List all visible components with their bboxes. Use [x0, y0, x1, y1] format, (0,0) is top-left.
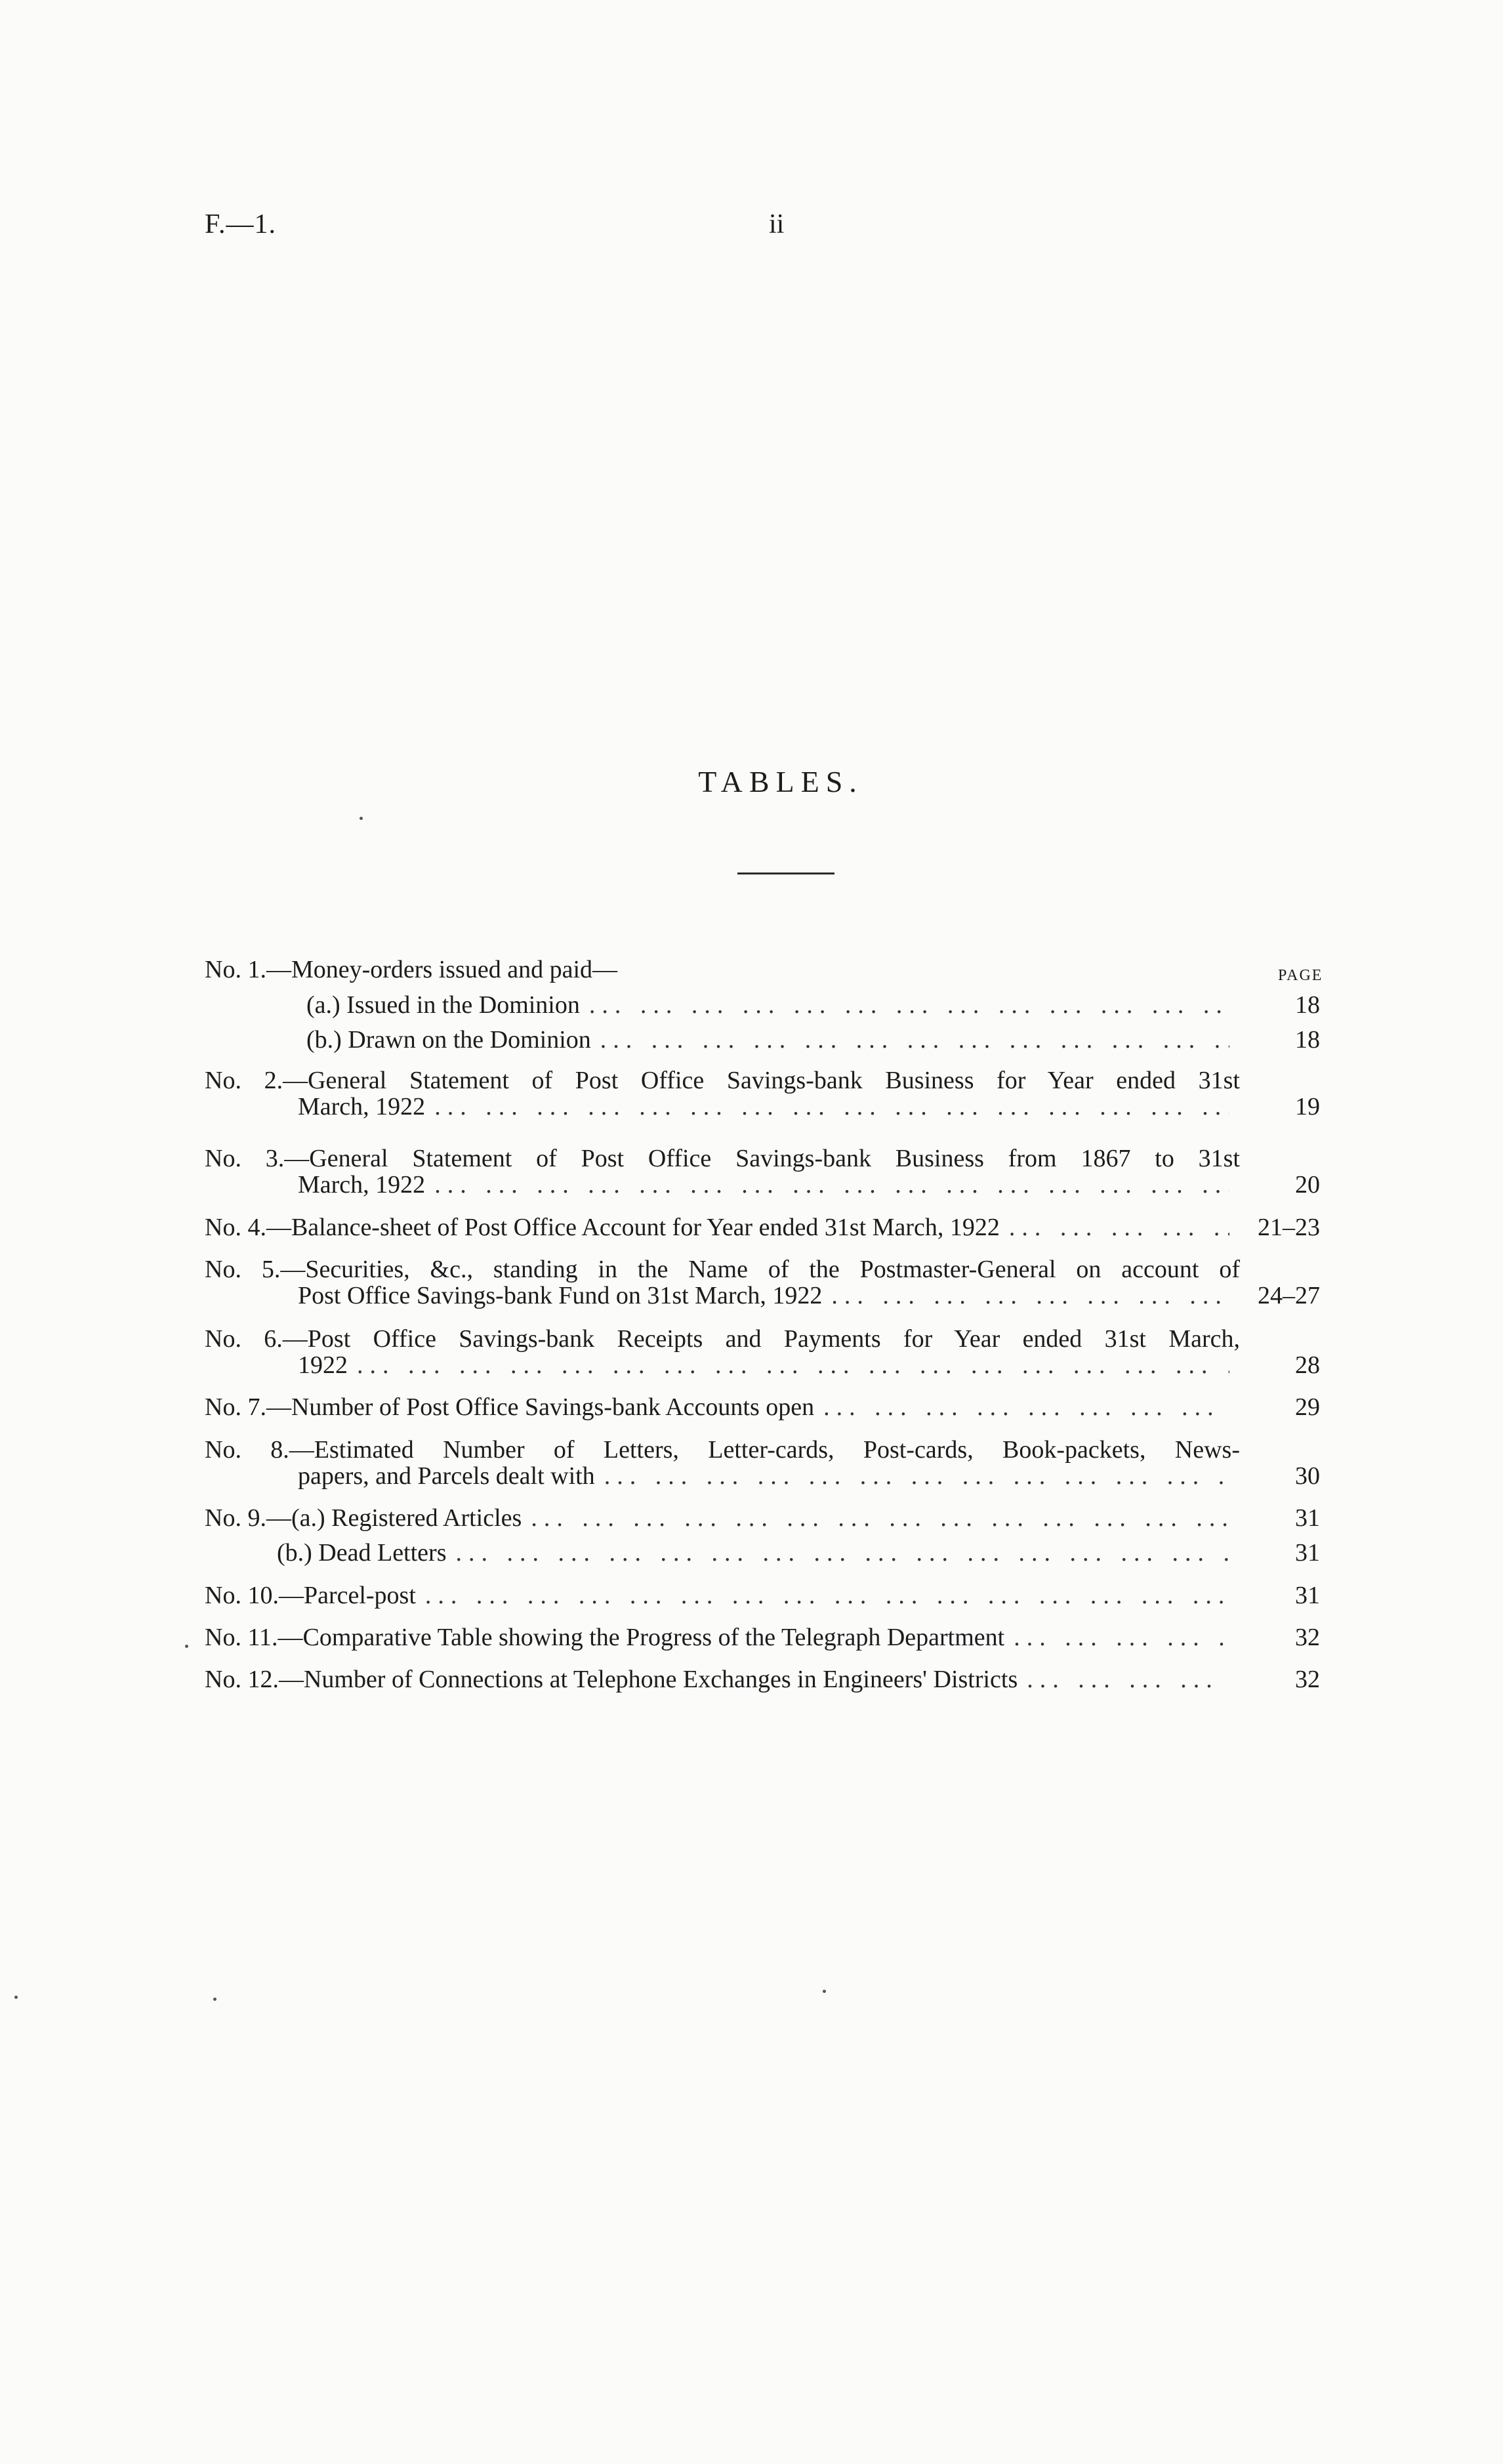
entry-line [205, 1027, 1320, 1053]
table-entry-4 [205, 1214, 1320, 1241]
entry-page: 18 [1295, 991, 1320, 1019]
scan-speck [185, 1645, 188, 1648]
entry-title-cont: March, 1922 [298, 1093, 426, 1120]
entry-line [205, 1256, 1240, 1283]
entry-title: No. 6.—Post Office Savings-bank Receipts and Payments for Year ended 31st March, [205, 1325, 1240, 1353]
entry-line [205, 1283, 1320, 1309]
table-entry-7 [205, 1394, 1320, 1420]
entry-title-cont: 1922 [298, 1351, 348, 1379]
table-entry-12 [205, 1666, 1320, 1693]
entry-page: 31 [1295, 1539, 1320, 1567]
table-entry-3 [205, 1145, 1320, 1198]
entry-line [205, 1172, 1320, 1198]
leader-dots [434, 1172, 1229, 1198]
entry-page: 31 [1295, 1504, 1320, 1532]
entry-line [205, 1352, 1320, 1378]
table-entry-1 [205, 956, 1320, 983]
document-reference: F.—1. [205, 209, 276, 239]
entry-title: No. 7.—Number of Post Office Savings-bank Accounts open [205, 1393, 815, 1421]
entry-line [205, 1624, 1320, 1651]
entry-title: (b.) Drawn on the Dominion [306, 1026, 591, 1054]
entry-page: 18 [1295, 1026, 1320, 1054]
leader-dots [589, 992, 1229, 1018]
entry-line [205, 1463, 1320, 1489]
entry-title: No. 2.—General Statement of Post Office Savings-bank Business for Year ended 31st [205, 1067, 1240, 1094]
table-entry-2 [205, 1067, 1320, 1120]
leader-dots [434, 1094, 1229, 1120]
entry-line [205, 1437, 1240, 1463]
entry-line [205, 1067, 1240, 1094]
table-entry-1a [205, 992, 1320, 1018]
page-column-label: PAGE [1278, 967, 1323, 984]
entry-line [205, 1666, 1320, 1693]
table-entry-1b [205, 1027, 1320, 1053]
entry-title: No. 11.—Comparative Table showing the Progress of the Telegraph Department [205, 1624, 1005, 1651]
entry-line [205, 1214, 1320, 1241]
entry-page: 30 [1295, 1462, 1320, 1490]
table-entry-9b [205, 1540, 1320, 1566]
entry-page: 29 [1295, 1393, 1320, 1421]
leader-dots [425, 1582, 1229, 1609]
scan-speck [14, 1996, 18, 1999]
entry-title-cont: March, 1922 [298, 1171, 426, 1199]
entry-title: (b.) Dead Letters [277, 1539, 447, 1567]
leader-dots [831, 1283, 1229, 1309]
leader-dots [823, 1394, 1229, 1420]
scan-speck [360, 817, 363, 820]
leader-dots [456, 1540, 1230, 1566]
entry-title: No. 12.—Number of Connections at Telephone Exchanges in Engineers' Districts [205, 1666, 1018, 1693]
page-title: TABLES. [698, 765, 863, 798]
table-entry-9a [205, 1505, 1320, 1531]
entry-title: No. 4.—Balance-sheet of Post Office Account for Year ended 31st March, 1922 [205, 1214, 1000, 1241]
entry-line [205, 992, 1320, 1018]
leader-dots [531, 1505, 1229, 1531]
entry-title: (a.) Issued in the Dominion [306, 991, 580, 1019]
leader-dots [1014, 1624, 1229, 1651]
leader-dots [600, 1027, 1229, 1053]
leader-dots [1009, 1214, 1229, 1241]
entry-title-cont: papers, and Parcels dealt with [298, 1462, 595, 1490]
entry-page: 32 [1295, 1624, 1320, 1651]
entry-line [205, 1582, 1320, 1609]
entry-line [205, 1094, 1320, 1120]
entry-page: 31 [1295, 1582, 1320, 1609]
entry-line [205, 1145, 1240, 1172]
entry-page: 19 [1295, 1093, 1320, 1120]
entry-title: No. 8.—Estimated Number of Letters, Letter-cards, Post-cards, Book-packets, News- [205, 1436, 1240, 1464]
entry-page: 32 [1295, 1666, 1320, 1693]
leader-dots [604, 1463, 1229, 1489]
page-number: ii [769, 209, 785, 239]
title-rule [737, 873, 834, 874]
entry-line [205, 956, 1320, 983]
entry-line [205, 1505, 1320, 1531]
entry-title: No. 5.—Securities, &c., standing in the Name of the Postmaster-General on account of [205, 1256, 1240, 1283]
table-entry-8 [205, 1437, 1320, 1489]
entry-line [205, 1394, 1320, 1420]
entry-title: No. 9.—(a.) Registered Articles [205, 1504, 522, 1532]
entry-page: 28 [1295, 1351, 1320, 1379]
entry-page: 20 [1295, 1171, 1320, 1199]
table-entry-10 [205, 1582, 1320, 1609]
leader-dots [1027, 1666, 1229, 1693]
leader-dots [357, 1352, 1229, 1378]
entry-page: 21–23 [1258, 1214, 1320, 1241]
entry-line [205, 1540, 1320, 1566]
scan-speck [823, 1990, 826, 1993]
table-entry-5 [205, 1256, 1320, 1309]
entry-title: No. 1.—Money-orders issued and paid— [205, 956, 618, 983]
entry-title: No. 3.—General Statement of Post Office Savings-bank Business from 1867 to 31st [205, 1145, 1240, 1172]
entry-line [205, 1326, 1240, 1352]
entry-title: No. 10.—Parcel-post [205, 1582, 416, 1609]
table-entry-11 [205, 1624, 1320, 1651]
table-entry-6 [205, 1326, 1320, 1378]
entry-title-cont: Post Office Savings-bank Fund on 31st March, 1922 [298, 1282, 823, 1309]
scan-speck [213, 1998, 216, 2001]
entry-page: 24–27 [1258, 1282, 1320, 1309]
